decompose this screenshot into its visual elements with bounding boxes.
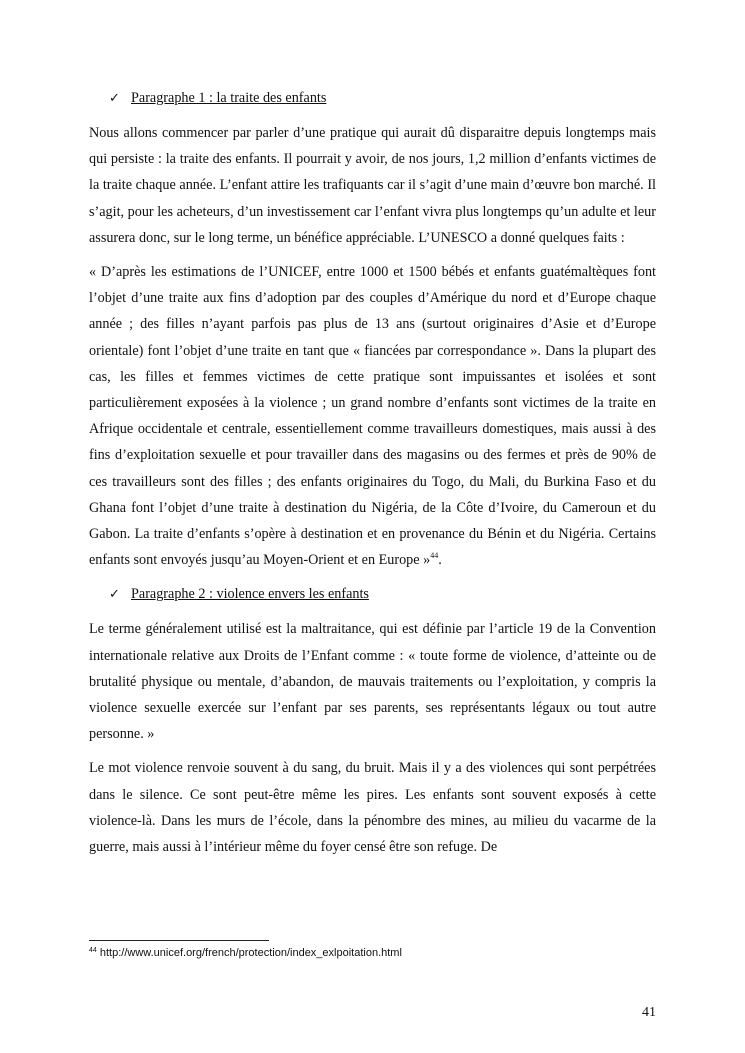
footnote-separator: [89, 940, 269, 941]
quote-end-punctuation: .: [438, 552, 442, 569]
footnote-reference[interactable]: 44: [430, 551, 439, 561]
paragraph-violence: Le mot violence renvoie souvent à du sang, du bruit. Mais il y a des violences qui sont perpétrées dans le silence. Ce sont peut-être même les pires. Les enfants sont souvent exposés à cette violence-là. Dans les murs de l’école, dans la pénombre des mines, au milieu du vacarme de la guerre, mais aussi à l’intérieur même du foyer censé être son refuge. De: [89, 760, 656, 856]
checkmark-icon: ✓: [109, 91, 120, 106]
footnote-link[interactable]: http://www.unicef.org/french/protection/index_exlpoitation.html: [99, 947, 402, 959]
page-number: 41: [642, 1005, 656, 1020]
footnote: [89, 946, 402, 960]
checkmark-icon: ✓: [109, 587, 120, 603]
page-body: [89, 85, 656, 868]
section-heading-1: [89, 85, 656, 112]
quote-text: « D’après les estimations de l’UNICEF, entre 1000 et 1500 bébés et enfants guatémaltèques font l’objet d’une traite aux fins d’adoption par des couples d’Amérique du nord et d’Europe chaque année ; des filles n’ayant parfois pas plus de 13 ans (surtout originaires d’Asie et d’Europe orientale) font l’objet d’une traite en tant que « fiancées par correspondance ». Dans la plupart des cas, les filles et femmes victimes de cette pratique sont impuissantes et isolées et sont particulièrement exposées à la violence ; un grand nombre d’enfants sont victimes de la traite en Afrique occidentale et centrale, essentiellement comme travailleurs domestiques, mais aussi à des fins d’exploitation sexuelle et pour travailler dans des magasins ou des fermes et près de 90% de ces travailleurs sont des filles ; des enfants originaires du Togo, du Mali, du Burkina Faso et du Ghana font l’objet d’une traite à destination du Nigéria, de la Côte d’Ivoire, du Cameroun et du Gabon. La traite d’enfants s’opère à destination et en provenance du Bénin et du Nigéria. Certains enfants sont envoyés jusqu’au Moyen-Orient et en Europe »: [89, 264, 656, 569]
section-heading-1-title: Paragraphe 1 : la traite des enfants: [131, 90, 327, 106]
section-heading-2: [89, 581, 656, 608]
footnote-number: 44: [89, 947, 97, 954]
section-heading-2-title: Paragraphe 2 : violence envers les enfants: [131, 586, 369, 603]
paragraph-definition: Le terme généralement utilisé est la maltraitance, qui est définie par l’article 19 de la Convention internationale relative aux Droits de l’Enfant comme : « toute forme de violence, d’atteinte ou de brutalité physique ou mentale, d’abandon, de mauvais traitements ou l’exploitation, y compris la violence sexuelle exercée sur l’enfant par ses parents, ses représentants légaux ou tout autre personne. »: [89, 621, 656, 743]
quote-unesco: [89, 259, 656, 573]
paragraph-intro: Nous allons commencer par parler d’une pratique qui aurait dû disparaitre depuis longtemps mais qui persiste : la traite des enfants. Il pourrait y avoir, de nos jours, 1,2 million d’enfants victimes de la traite chaque année. L’enfant attire les trafiquants car il s’agit d’une main d’œuvre bon marché. Il s’agit, pour les acheteurs, d’un investissement car l’enfant vivra plus longtemps qu’un adulte et leur assurera donc, sur le long terme, un bénéfice appréciable. L’UNESCO a donné quelques faits :: [89, 125, 656, 246]
